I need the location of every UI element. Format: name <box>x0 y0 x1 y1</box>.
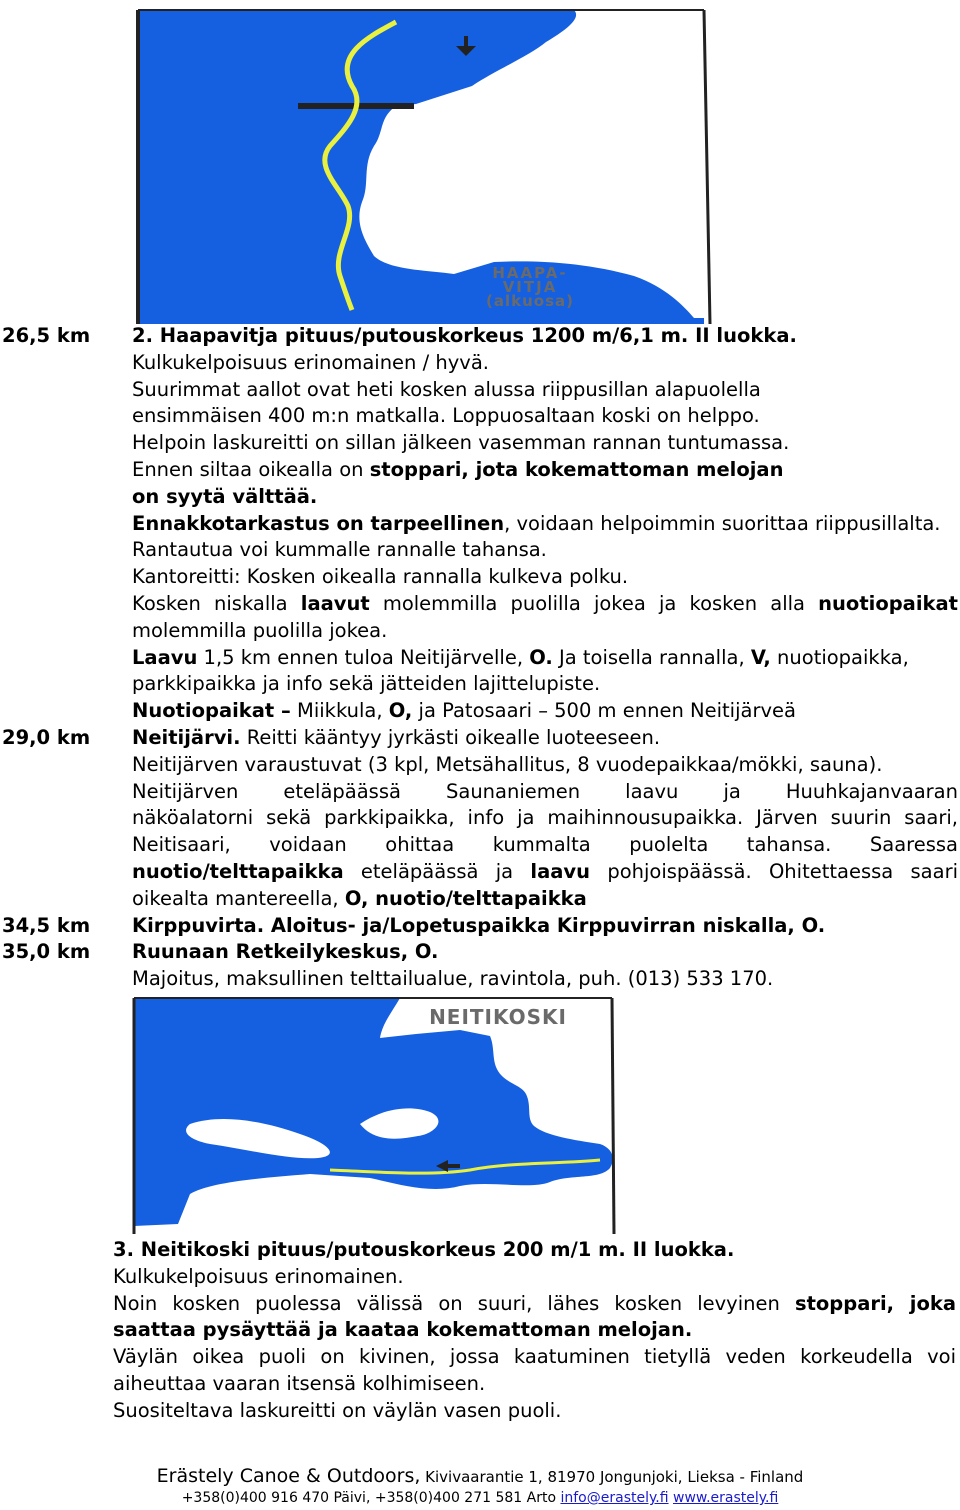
text-line: Nuotiopaikat – Miikkula, O, ja Patosaari – 500 m ennen Neitijärveä <box>132 699 796 723</box>
map1-label-1: HAAPA- <box>492 264 568 282</box>
text-line: Ennen siltaa oikealla on stoppari, jota kokemattoman melojan <box>132 457 784 481</box>
text-line: molemmilla puolilla jokea. <box>132 618 388 642</box>
text-line: Noin kosken puolessa välissä on suuri, lähes kosken levyinen stoppari, joka <box>113 1291 957 1315</box>
haapavitja-map <box>134 6 714 324</box>
text-line: Neitisaari, voidaan ohittaa kummalta puolelta tahansa. Saaressa <box>132 833 958 857</box>
km-marker: 26,5 km <box>2 324 91 347</box>
entry-neitikoski <box>113 1237 958 1425</box>
text-line: ensimmäisen 400 m:n matkalla. Loppuosaltaan koski on helppo. <box>132 404 760 428</box>
km-marker: 29,0 km <box>2 725 91 749</box>
text-line: Rantautua voi kummalle rannalle tahansa. <box>132 538 547 562</box>
text-line: Neitijärvi. Reitti kääntyy jyrkästi oikealle luoteeseen. <box>132 725 661 749</box>
text-line: Neitijärven varaustuvat (3 kpl, Metsähallitus, 8 vuodepaikkaa/mökki, sauna). <box>132 752 883 776</box>
text-line: Kosken niskalla laavut molemmilla puolilla jokea ja kosken alla nuotiopaikat <box>132 591 958 615</box>
text-line: Kulkukelpoisuus erinomainen. <box>113 1264 404 1288</box>
rapid-heading: 2. Haapavitja pituus/putouskorkeus 1200 m/6,1 m. II luokka. <box>132 324 797 347</box>
map2-border-right <box>612 998 614 1234</box>
map1-label-2: VITJA <box>502 278 558 296</box>
text-line: saattaa pysäyttää ja kaataa kokemattoman melojan. <box>113 1318 693 1342</box>
text-line: Neitijärven eteläpäässä Saunaniemen laavu ja Huuhkajanvaaran <box>132 779 958 803</box>
neitikoski-map <box>130 994 620 1236</box>
text-line: Ruunaan Retkeilykeskus, O. <box>132 940 439 964</box>
footer-address: Kivivaarantie 1, 81970 Jongunjoki, Lieksa - Finland <box>420 1468 804 1486</box>
entry-haapavitja <box>0 323 960 993</box>
text-line: parkkipaikka ja info sekä jätteiden lajittelupiste. <box>132 672 601 696</box>
page-footer <box>0 1466 960 1509</box>
neitikoski-water <box>134 998 613 1226</box>
text-line: Kirppuvirta. Aloitus- ja/Lopetuspaikka Kirppuvirran niskalla, O. <box>132 913 826 937</box>
text-line: näköalatorni sekä parkkipaikka, info ja maihinnousupaikka. Järven suurin saari, <box>132 806 958 830</box>
map-border-right <box>704 10 710 324</box>
text-line: aiheuttaa vaaran itsensä kolhimiseen. <box>113 1371 486 1395</box>
text-line: Väylän oikea puoli on kivinen, jossa kaatuminen tietyllä veden korkeudella voi <box>113 1345 956 1369</box>
rapid-heading: 3. Neitikoski pituus/putouskorkeus 200 m/1 m. II luokka. <box>113 1238 735 1261</box>
text-line: Suositeltava laskureitti on väylän vasen puoli. <box>113 1398 562 1422</box>
email-link[interactable]: info@erastely.fi <box>560 1490 669 1506</box>
footer-org: Erästely Canoe & Outdoors, <box>156 1465 421 1487</box>
map2-title: NEITIKOSKI <box>429 1005 567 1029</box>
text-line: Kulkukelpoisuus erinomainen / hyvä. <box>132 350 489 374</box>
footer-phones: +358(0)400 916 470 Päivi, +358(0)400 271 581 Arto <box>181 1490 561 1506</box>
text-line: Majoitus, maksullinen telttailualue, ravintola, puh. (013) 533 170. <box>132 967 774 991</box>
text-line: Ennakkotarkastus on tarpeellinen, voidaan helpoimmin suorittaa riippusillalta. <box>132 511 941 535</box>
text-line: Helpoin laskureitti on sillan jälkeen vasemman rannan tuntumassa. <box>132 431 790 455</box>
text-line: Kantoreitti: Kosken oikealla rannalla kulkeva polku. <box>132 565 629 589</box>
text-line: on syytä välttää. <box>132 484 318 508</box>
text-line: oikealta mantereella, O, nuotio/telttapaikka <box>132 886 587 910</box>
km-marker: 35,0 km <box>2 940 91 964</box>
km-marker: 34,5 km <box>2 913 91 937</box>
text-line: Suurimmat aallot ovat heti kosken alussa riippusillan alapuolella <box>132 377 761 401</box>
website-link[interactable]: www.erastely.fi <box>673 1490 779 1506</box>
map1-label-3: (alkuosa) <box>486 292 574 310</box>
text-line: Laavu 1,5 km ennen tuloa Neitijärvelle, O. Ja toisella rannalla, V, nuotiopaikka, <box>132 645 909 669</box>
haapavitja-water <box>138 10 694 318</box>
text-line: nuotio/telttapaikka eteläpäässä ja laavu pohjoispäässä. Ohitettaessa saari <box>132 859 959 883</box>
